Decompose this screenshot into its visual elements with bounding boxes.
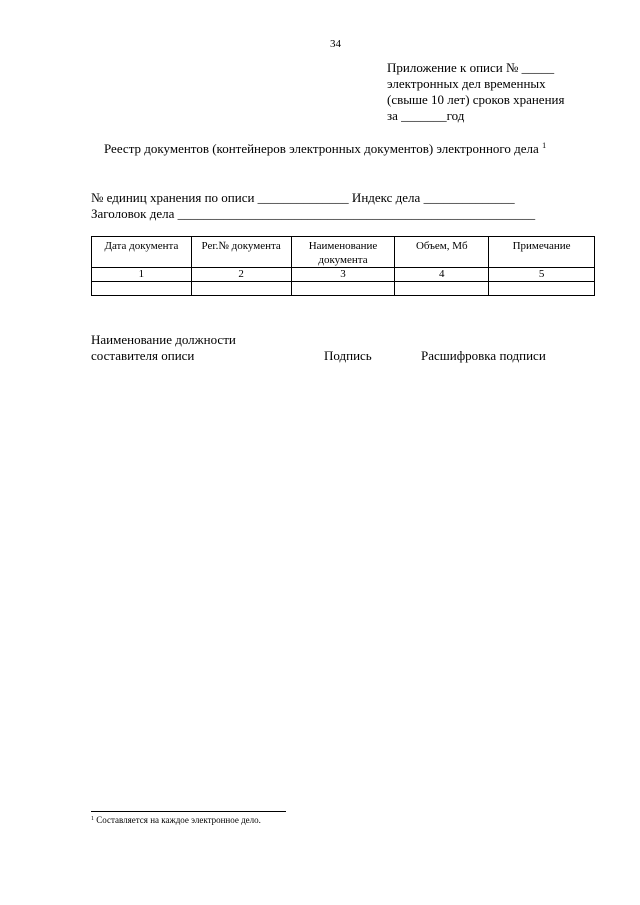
- footnote-separator: [91, 811, 286, 812]
- header-volume: Объем, Мб: [395, 237, 489, 268]
- footnote-mark: 1: [91, 816, 94, 822]
- appendix-note: [387, 60, 564, 124]
- page-number: 34: [330, 38, 341, 50]
- signature-label: Подпись: [324, 348, 372, 363]
- header-reg-number: Рег.№ документа: [191, 237, 291, 268]
- registry-table: [91, 236, 595, 296]
- document-title: [104, 141, 546, 157]
- appendix-line-2: электронных дел временных: [387, 76, 546, 91]
- table-cell: [395, 282, 489, 296]
- document-title-text: Реестр документов (контейнеров электронных документов) электронного дела: [104, 141, 539, 156]
- table-cell: 4: [395, 268, 489, 282]
- storage-units-field: № единиц хранения по описи ______________ Индекс дела ______________: [91, 190, 515, 205]
- table-cell: 2: [191, 268, 291, 282]
- header-note: Примечание: [489, 237, 595, 268]
- table-cell: 1: [92, 268, 192, 282]
- table-cell: [291, 282, 395, 296]
- title-footnote-mark: 1: [542, 141, 547, 150]
- table-cell: 3: [291, 268, 395, 282]
- table-cell: [92, 282, 192, 296]
- signature-decryption-label: Расшифровка подписи: [421, 348, 546, 363]
- table-header-row: [92, 237, 595, 268]
- footnote-text: Составляется на каждое электронное дело.: [96, 815, 261, 825]
- position-label-line-1: Наименование должности: [91, 332, 236, 347]
- table-row: [92, 282, 595, 296]
- appendix-line-4: за _______год: [387, 108, 465, 123]
- position-label-line-2: составителя описи: [91, 348, 195, 363]
- table-cell: [191, 282, 291, 296]
- appendix-line-1: Приложение к описи № _____: [387, 60, 555, 75]
- footnote: [91, 815, 261, 825]
- header-name: Наименование документа: [291, 237, 395, 268]
- appendix-line-3: (свыше 10 лет) сроков хранения: [387, 92, 565, 107]
- table-cell: [489, 282, 595, 296]
- table-number-row: [92, 268, 595, 282]
- case-heading-field: Заголовок дела _______________________________________________________: [91, 206, 536, 221]
- header-date: Дата документа: [92, 237, 192, 268]
- table-cell: 5: [489, 268, 595, 282]
